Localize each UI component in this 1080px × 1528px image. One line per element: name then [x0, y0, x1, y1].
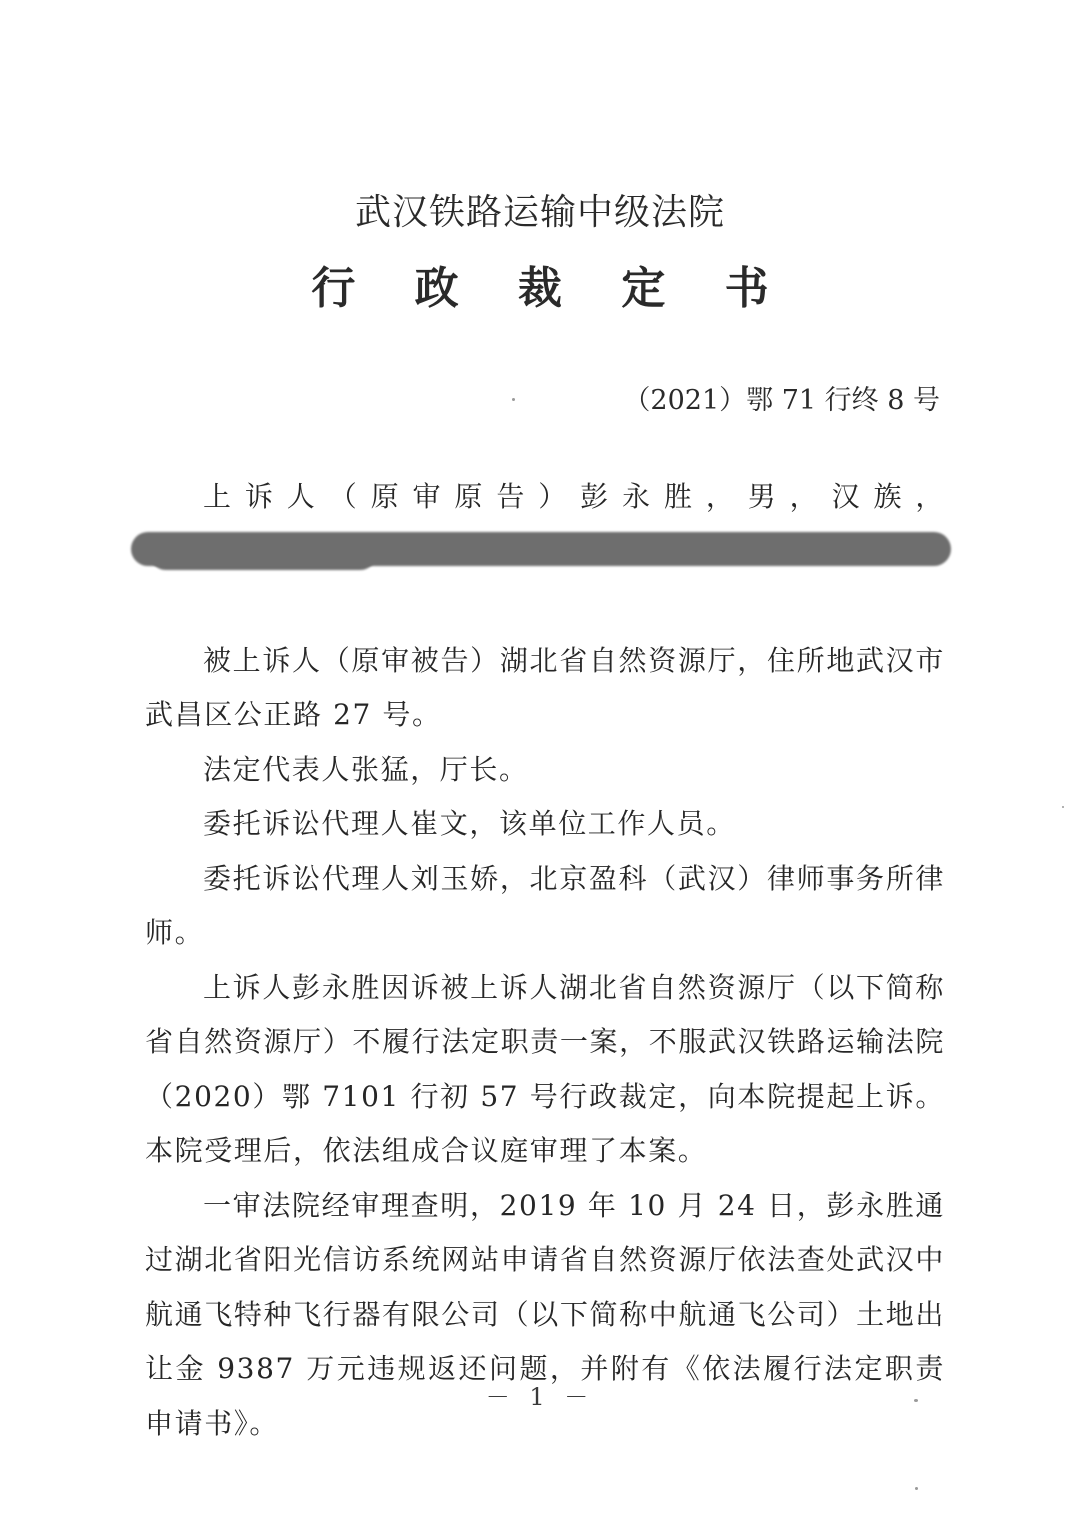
scan-speck	[915, 1487, 918, 1490]
redaction-bar	[131, 532, 951, 566]
document-body	[145, 470, 945, 1451]
paragraph-case-summary: 上诉人彭永胜因诉被上诉人湖北省自然资源厅（以下简称省自然资源厅）不履行法定职责一案，不服武汉铁路运输法院（2020）鄂 7101 行初 57 号行政裁定，向本院提起上诉。本院受理后，依法组成合议庭审理了本案。	[145, 970, 945, 1167]
paragraph-agent-1: 委托诉讼代理人崔文，该单位工作人员。	[203, 807, 736, 840]
paragraph-appellee: 被上诉人（原审被告）湖北省自然资源厅，住所地武汉市武昌区公正路 27 号。	[145, 643, 945, 731]
paragraph-agent-2: 委托诉讼代理人刘玉娇，北京盈科（武汉）律师事务所律师。	[145, 861, 945, 949]
paragraph-text: 上诉人（原审原告）彭永胜，男，汉族，	[203, 480, 945, 513]
paragraph-findings: 一审法院经审理查明，2019 年 10 月 24 日，彭永胜通过湖北省阳光信访系统网站申请省自然资源厅依法查处武汉中航通飞特种飞行器有限公司（以下简称中航通飞公司）土地出让金 9387 万元违规返还问题，并附有《依法履行法定职责申请书》。	[145, 1188, 945, 1440]
page-number: － 1 －	[485, 1383, 595, 1411]
case-number: （2021）鄂 71 行终 8 号	[623, 385, 940, 416]
scan-speck	[914, 1399, 918, 1402]
scan-speck	[512, 398, 515, 401]
paragraph-redacted	[145, 579, 945, 634]
scan-speck	[1062, 806, 1064, 808]
document-title: 行 政 裁 定 书	[311, 263, 791, 314]
paragraph-legal-representative: 法定代表人张猛，厅长。	[203, 752, 529, 786]
court-name: 武汉铁路运输中级法院	[354, 192, 725, 233]
